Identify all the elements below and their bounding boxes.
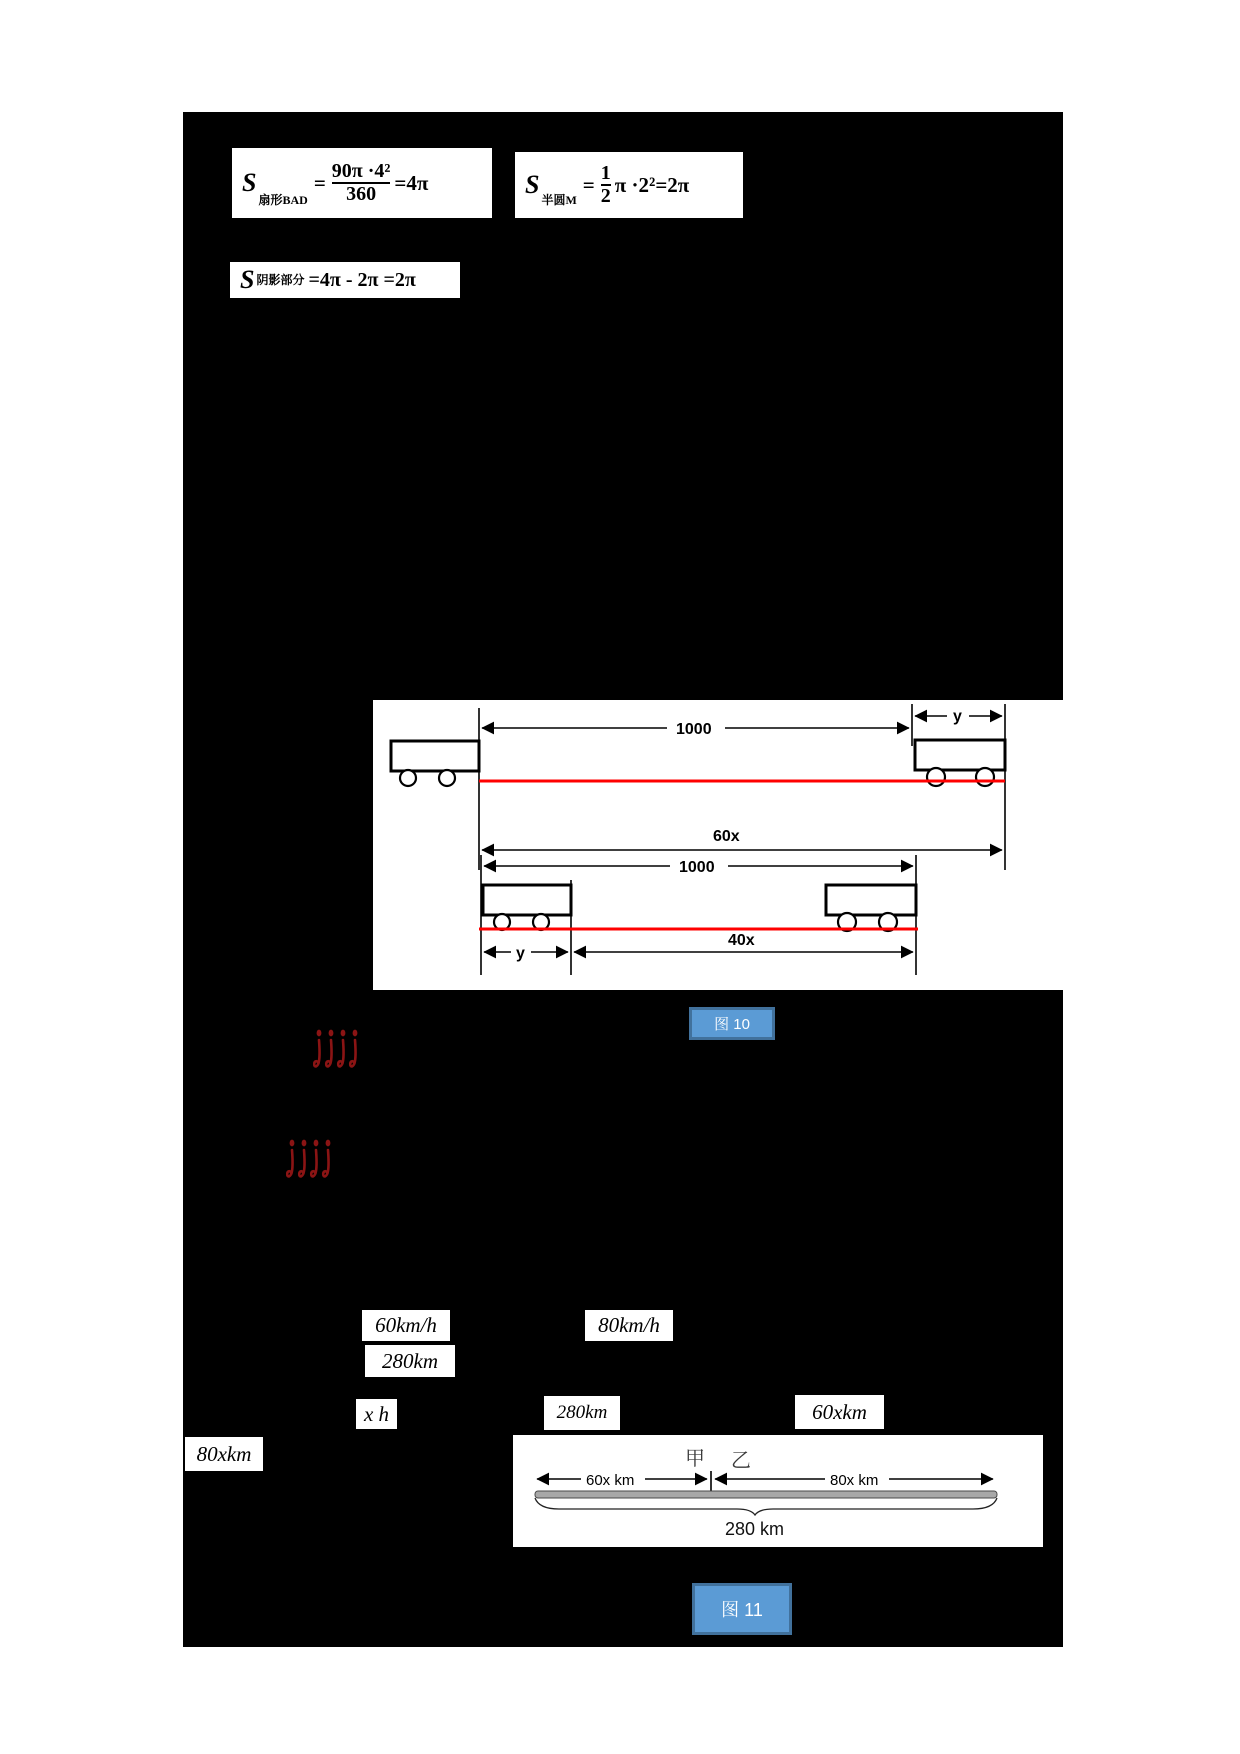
total-distance-value: 280km xyxy=(382,1348,438,1373)
left-segment-label: 60x km xyxy=(586,1472,635,1489)
equals-sign: = xyxy=(582,172,595,197)
note-distance-yi xyxy=(185,1437,263,1471)
formula-result: =2π xyxy=(655,172,690,197)
formula-subscript: 阴影部分 xyxy=(256,273,305,287)
time-value: x h xyxy=(363,1401,390,1426)
speed-yi-value: 80km/h xyxy=(598,1313,660,1337)
point-yi-label: 乙 xyxy=(731,1450,751,1472)
distance-yi-value: 80xkm xyxy=(196,1441,252,1466)
distance-1000-label: 1000 xyxy=(676,721,712,738)
fraction-denominator: 2 xyxy=(600,185,611,207)
red-hook-marks xyxy=(286,1138,334,1188)
distance-60x-label: 60x xyxy=(713,828,740,845)
red-hook-group xyxy=(287,1140,330,1177)
formula-sector-area xyxy=(232,148,492,218)
note-total-distance-2 xyxy=(544,1396,620,1430)
formula-subscript: 半圆M xyxy=(541,193,577,207)
road-bar xyxy=(535,1491,997,1498)
equals-sign: = xyxy=(313,170,326,195)
fraction xyxy=(601,163,611,207)
note-speed-yi xyxy=(585,1310,673,1341)
figure-10-caption-label: 图 10 xyxy=(714,1016,750,1033)
formula-semicircle-area xyxy=(515,152,743,218)
right-segment-label: 80x km xyxy=(830,1472,879,1489)
note-distance-jia xyxy=(795,1395,884,1429)
red-hook-marks xyxy=(313,1028,361,1078)
formula-subscript: 扇形BAD xyxy=(258,193,308,207)
train-diagram-panel xyxy=(373,700,1063,990)
figure-11-caption-label: 图 11 xyxy=(721,1600,763,1620)
fraction-denominator: 360 xyxy=(332,182,391,205)
train-wheel xyxy=(439,770,455,786)
red-hook-group xyxy=(314,1030,357,1067)
train-length-label: y xyxy=(953,708,962,725)
note-total-distance xyxy=(365,1345,455,1377)
train-length-label: y xyxy=(516,945,525,962)
fraction-numerator: 90π ·4² xyxy=(331,160,391,182)
fraction-numerator: 1 xyxy=(600,162,611,184)
figure-10-caption xyxy=(689,1007,775,1040)
total-distance-label: 280 km xyxy=(725,1519,785,1539)
train-body-right xyxy=(826,885,916,915)
train-body-left xyxy=(483,885,571,915)
distance-diagram-svg xyxy=(513,1435,1043,1547)
formula-shaded-area xyxy=(230,262,460,298)
note-time xyxy=(356,1399,397,1429)
formula-body: =4π - 2π =2π xyxy=(308,268,416,291)
train-wheel xyxy=(927,768,945,786)
formula-result: =4π xyxy=(394,170,429,195)
formula-symbol: S xyxy=(240,265,255,294)
fraction xyxy=(332,161,391,205)
note-speed-jia xyxy=(362,1310,450,1341)
formula-middle: π ·2² xyxy=(614,172,656,197)
distance-40x-label: 40x xyxy=(728,932,755,949)
formula-symbol: S xyxy=(242,168,257,197)
formula-symbol: S xyxy=(525,170,540,199)
train-diagram-svg xyxy=(373,700,1063,990)
distance-jia-value: 60xkm xyxy=(812,1399,867,1424)
distance-diagram-panel xyxy=(513,1435,1043,1547)
train-wheel xyxy=(976,768,994,786)
figure-11-caption xyxy=(692,1583,792,1635)
train-wheel xyxy=(400,770,416,786)
speed-jia-value: 60km/h xyxy=(375,1313,437,1337)
total-underbrace xyxy=(535,1498,997,1515)
train-body-left xyxy=(391,741,479,771)
point-jia-label: 甲 xyxy=(685,1448,705,1470)
train-body-right xyxy=(915,740,1005,770)
distance-1000-label: 1000 xyxy=(679,859,715,876)
total-distance-2-value: 280km xyxy=(556,1402,608,1423)
